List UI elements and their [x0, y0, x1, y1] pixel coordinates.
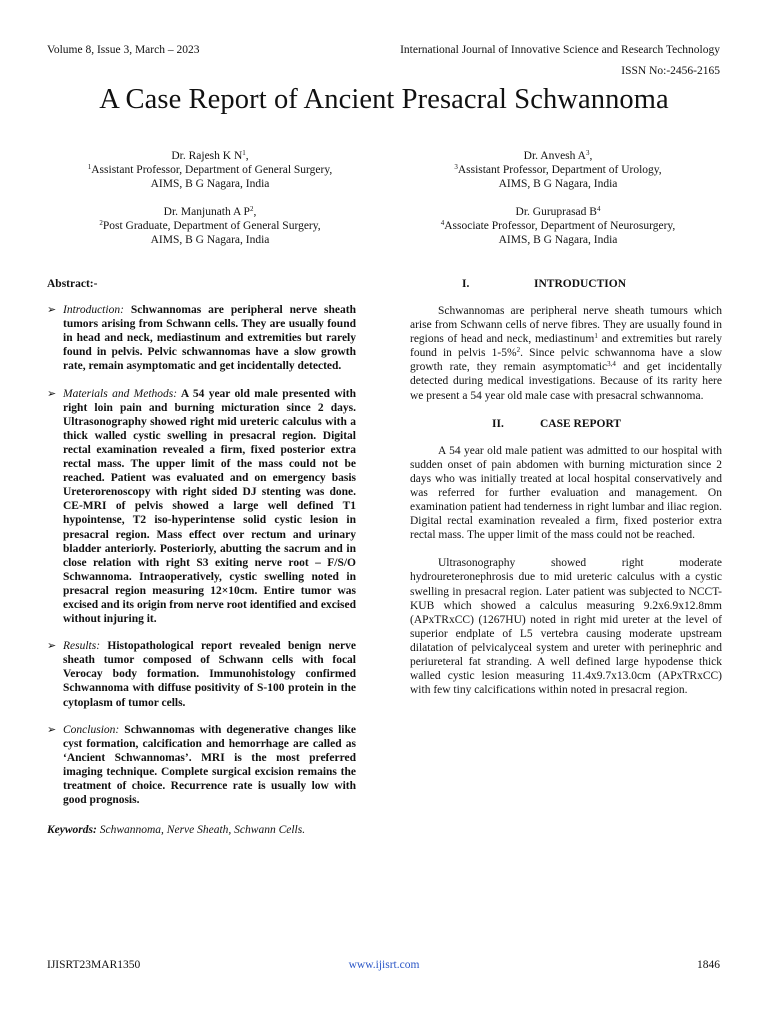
- author-sup: 4: [596, 205, 601, 213]
- issn: ISSN No:-2456-2165: [621, 65, 720, 77]
- author-place: AIMS, B G Nagara, India: [150, 178, 270, 190]
- footer-url-link[interactable]: www.ijisrt.com: [348, 959, 420, 971]
- section-heading-introduction: [410, 277, 722, 291]
- abstract-label: Abstract:-: [47, 278, 98, 290]
- abstract-item-introduction: [47, 303, 356, 373]
- left-column: [47, 277, 356, 837]
- author-block: [40, 205, 380, 247]
- abstract-item-text: A 54 year old male presented with right loin pain and burning micturation since 2 days. Ultrasonography showed right mid ureteric calculus with a thick walled cystic swelling in presacral region. Digital rectal examination revealed a firm, fixed posterior extra rectal mass. The upper limit of the mass could not be reached. Patient was evaluated and on emergency basis Ureterorenoscopy with right sided DJ stenting was done. CE-MRI of pelvis showed a large well defined T1 hypointense, T2 iso-hyperintense solid cystic lesion in presacral region. Mass effect over rectum and urinary bladder anteriorly. Posteriorly, abutting the sacrum and in close relation with right S3 exiting nerve root – F/S/O Schwannoma. Intraoperatively, cystic swelling noted in presacral region measuring 12×10cm. Entire tumor was excised and its origin from nerve root identified and excised without injuring it.: [63, 387, 356, 626]
- paper-title: A Case Report of Ancient Presacral Schwannoma: [99, 84, 669, 115]
- page-number: 1846: [697, 959, 720, 971]
- author-place: AIMS, B G Nagara, India: [498, 234, 618, 246]
- case-paragraph: Ultrasonography showed right moderate hydroureteronephrosis due to mid ureteric calculus with a cystic swelling in presacral region. Later patient was subjected to NCCT-KUB which showed a calculus measuring 9.2x6.9x12.8mm (APxTRxCC) (1267HU) noted in right mid ureter at the level of superior endplate of L5 vertebra causing moderate upstream dilatation of pelvicalyceal system and ureter with perinephric and periureteral fat stranding. A well defined large hypodense thick walled cystic lesion measuring 11.4x9.7x13.0cm (APxTRxCC) with few tiny calcifications within noted in presacral region.: [410, 557, 722, 697]
- author-name: Dr. Anvesh A: [523, 150, 586, 162]
- author-name: Dr. Manjunath A P: [163, 206, 250, 218]
- author-block: [388, 205, 728, 247]
- arrow-bullet-icon: ➢: [47, 723, 57, 736]
- abstract-item-lead: Results:: [63, 640, 101, 653]
- author-affiliation: $^1$Assistant Professor, Department of General Surgery,: [87, 163, 333, 176]
- section-title: INTRODUCTION: [534, 278, 627, 290]
- abstract-item-methods: [47, 387, 356, 627]
- abstract-item-text: Schwannomas with degenerative changes like cyst formation, calcification and hemorrhage are called as ‘Ancient Schwannomas’. MRI is the most preferred imaging technique. Complete surgical excision remains the treatment of choice. Recurrence rate is usually low with good prognosis.: [63, 723, 356, 807]
- footer-paper-id: IJISRT23MAR1350: [47, 959, 141, 971]
- author-name: Dr. Guruprasad B: [515, 206, 597, 218]
- section-number: II.: [492, 417, 504, 430]
- author-name-line: Dr. Manjunath A $P^2$,: [163, 205, 257, 218]
- citation-sup: 3,4: [607, 360, 616, 369]
- section-number: I.: [462, 278, 470, 290]
- author-block: [40, 149, 380, 191]
- author-name-line: Dr. Rajesh K $N^1$,: [171, 149, 249, 162]
- citation-sup: 2: [516, 346, 521, 355]
- abstract-item-text: Histopathological report revealed benign nerve sheath tumor composed of Schwann cells with focal Verocay body formation. Immunohistology confirmed Schwannoma with diffuse positivity of S-100 protein in the cytoplasm of tumor cells.: [63, 640, 356, 709]
- keywords: [47, 823, 356, 837]
- author-block: [388, 149, 728, 191]
- author-affiliation: $^4$Associate Professor, Department of Neurosurgery,: [440, 219, 676, 232]
- author-sup: 2: [249, 205, 254, 213]
- abstract-item-results: [47, 639, 356, 709]
- author-affiliation: $^2$Post Graduate, Department of General Surgery,: [99, 219, 321, 232]
- arrow-bullet-icon: ➢: [47, 387, 57, 400]
- author-name: Dr. Rajesh K N: [171, 150, 243, 162]
- abstract-item-lead: Introduction:: [63, 304, 124, 317]
- author-name-line: Dr. Anvesh $A^3$,: [523, 149, 593, 162]
- citation-sup: 1: [594, 332, 598, 341]
- author-place: AIMS, B G Nagara, India: [150, 234, 270, 246]
- author-name-line: [388, 205, 728, 219]
- arrow-bullet-icon: ➢: [47, 640, 57, 653]
- author-place: AIMS, B G Nagara, India: [498, 178, 618, 190]
- case-paragraph: A 54 year old male patient was admitted to our hospital with sudden onset of pain abdomen with burning micturation since 2 days who was initially treated at local hospital conservatively and was referred for further evaluation and management. On examination patient had tenderness in right lumbar and iliac region. Digital rectal examination revealed a firm, fixed posterior extra rectal mass. The upper limit of the mass could not be reached.: [410, 444, 722, 542]
- keywords-label: Keywords:: [47, 824, 97, 837]
- footer-url-wrap: [0, 959, 768, 971]
- abstract-item-conclusion: [47, 723, 356, 808]
- section-heading-case-report: [410, 417, 722, 431]
- intro-paragraph: Schwannomas are peripheral nerve sheath tumours which arise from Schwann cells of nerve fibres. They are usually found in regions of head and neck, mediastinum$^1$ and extremities but rarely found in pelvis 1-5%$^2$. Since pelvic schwannoma have a slow growth rate, they remain asymptomatic$^{3,4}$ and get incidentally detected during medical investigations. Because of its rarity here we present a 54 year old male case with presacral schwannoma.: [410, 305, 723, 402]
- journal-name: International Journal of Innovative Science and Research Technology: [400, 44, 720, 56]
- author-sup: 3: [585, 149, 590, 157]
- abstract-item-text: Schwannomas are peripheral nerve sheath tumors arising from Schwann cells. They are usually found in head and neck, mediastinum and extremities but rarely found in pelvis. Pelvic schwannomas have a slow growth rate, remain asymptomatic and get incidentally detected.: [63, 304, 357, 373]
- volume-issue: Volume 8, Issue 3, March – 2023: [47, 44, 200, 56]
- author-affiliation: $^3$Assistant Professor, Department of Urology,: [454, 163, 662, 176]
- abstract-item-lead: Conclusion:: [63, 723, 120, 736]
- keywords-text: Schwannoma, Nerve Sheath, Schwann Cells.: [99, 824, 306, 837]
- arrow-bullet-icon: ➢: [47, 304, 57, 317]
- right-column: [410, 277, 722, 711]
- abstract-item-lead: Materials and Methods:: [63, 387, 178, 400]
- section-title: CASE REPORT: [540, 417, 622, 430]
- author-sup: 1: [242, 149, 246, 157]
